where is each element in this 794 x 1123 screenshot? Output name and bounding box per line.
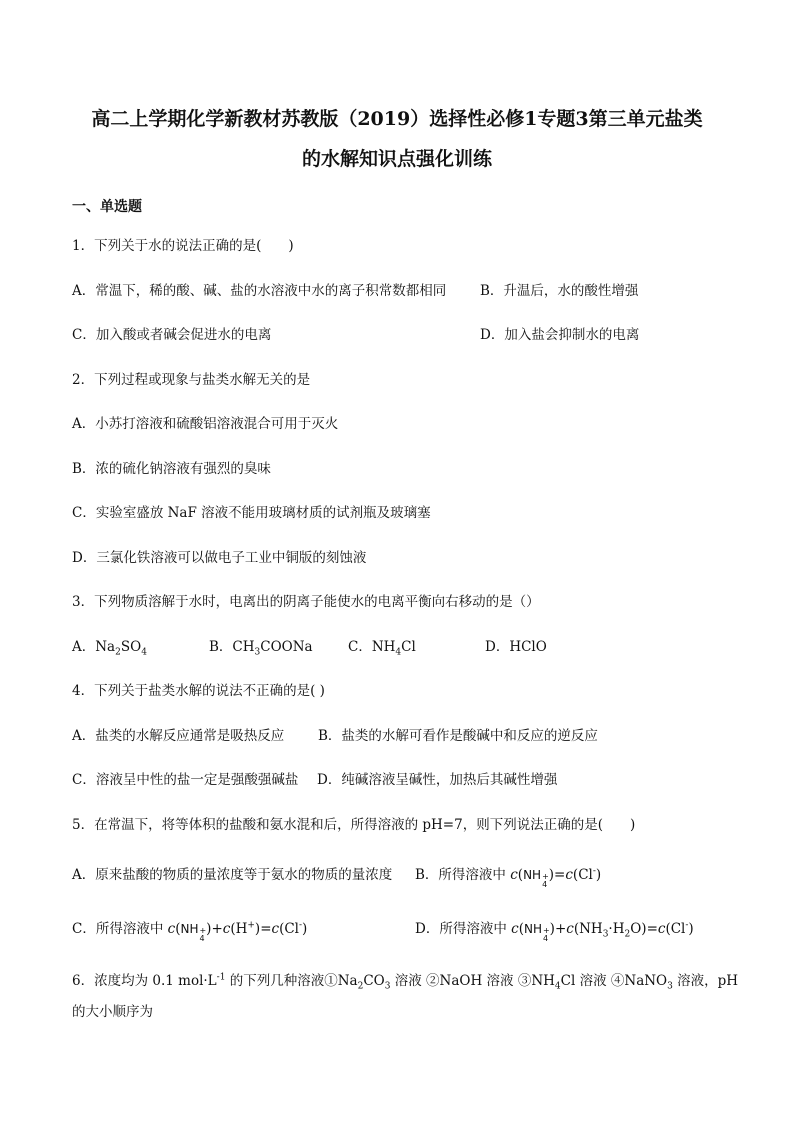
question-2-option-b: B．浓的硫化钠溶液有强烈的臭味 bbox=[72, 461, 271, 477]
question-4-stem: 4．下列关于盐类水解的说法不正确的是( ) bbox=[72, 683, 325, 699]
question-1-option-a: A．常温下，稀的酸、碱、盐的水溶液中水的离子积常数都相同 bbox=[72, 283, 447, 299]
question-3-option-a: A．$Na_2SO_4$ bbox=[72, 639, 147, 658]
document-title-line2: 的水解知识点强化训练 bbox=[301, 148, 492, 170]
question-3-option-c: C．$NH_4Cl$ bbox=[348, 639, 416, 658]
question-5-option-d: D．所得溶液中 c(NH + 4 )$+c(NH_3\cdot H_2O)=c(Cl^-)$ bbox=[415, 920, 694, 943]
question-1-option-b: B．升温后，水的酸性增强 bbox=[480, 283, 639, 299]
question-5-stem: 5．在常温下，将等体积的盐酸和氨水混和后，所得溶液的 pH=7，则下列说法正确的是( ) bbox=[72, 817, 636, 833]
section-heading-single-choice: 一、单选题 bbox=[72, 199, 142, 215]
question-5-option-b: B．所得溶液中 c(NH + 4 )=c(Cl-) bbox=[415, 866, 602, 889]
question-4-option-a: A．盐类的水解反应通常是吸热反应 bbox=[72, 728, 285, 744]
question-1-stem: 1．下列关于水的说法正确的是( ) bbox=[72, 238, 294, 254]
ammonium-ion: NH + 4 bbox=[523, 868, 549, 889]
question-6-stem: 6．浓度均为 0.1 $mol\cdot L^{-1}$ 的下列几种溶液$①Na_2CO_3$ 溶液 ②NaOH 溶液 $③NH_4Cl$ 溶液 ④NaNO$_3$ 溶液，pH bbox=[72, 972, 739, 992]
question-3-option-d: D．HClO bbox=[485, 639, 547, 655]
question-5-option-c: C．所得溶液中 c(NH + 4 )+c(H+)=c(Cl-) bbox=[72, 920, 308, 943]
document-title-line1: 高二上学期化学新教材苏教版（2019）选择性必修1专题3第三单元盐类 bbox=[91, 108, 703, 130]
question-4-option-c: C．溶液呈中性的盐一定是强酸强碱盐 bbox=[72, 772, 299, 788]
question-5-option-a: A．原来盐酸的物质的量浓度等于氨水的物质的量浓度 bbox=[72, 867, 393, 883]
question-2-option-c: C．实验室盛放 NaF 溶液不能用玻璃材质的试剂瓶及玻璃塞 bbox=[72, 505, 431, 521]
question-3-option-b: B．$CH_3COONa$ bbox=[209, 639, 313, 658]
question-1-option-c: C．加入酸或者碱会促进水的电离 bbox=[72, 327, 272, 343]
question-6-stem-line2: 的大小顺序为 bbox=[72, 1004, 153, 1020]
question-2-option-a: A．小苏打溶液和硫酸铝溶液混合可用于灭火 bbox=[72, 416, 339, 432]
question-4-option-d: D．纯碱溶液呈碱性，加热后其碱性增强 bbox=[317, 772, 558, 788]
question-4-option-b: B．盐类的水解可看作是酸碱中和反应的逆反应 bbox=[318, 728, 598, 744]
question-1-option-d: D．加入盐会抑制水的电离 bbox=[480, 327, 640, 343]
ammonium-ion: NH + 4 bbox=[523, 922, 550, 943]
question-3-stem: 3．下列物质溶解于水时，电离出的阴离子能使水的电离平衡向右移动的是（） bbox=[72, 594, 540, 610]
question-2-stem: 2．下列过程或现象与盐类水解无关的是 bbox=[72, 372, 311, 388]
question-2-option-d: D．三氯化铁溶液可以做电子工业中铜版的刻蚀液 bbox=[72, 550, 367, 566]
ammonium-ion: NH + 4 bbox=[180, 922, 207, 943]
